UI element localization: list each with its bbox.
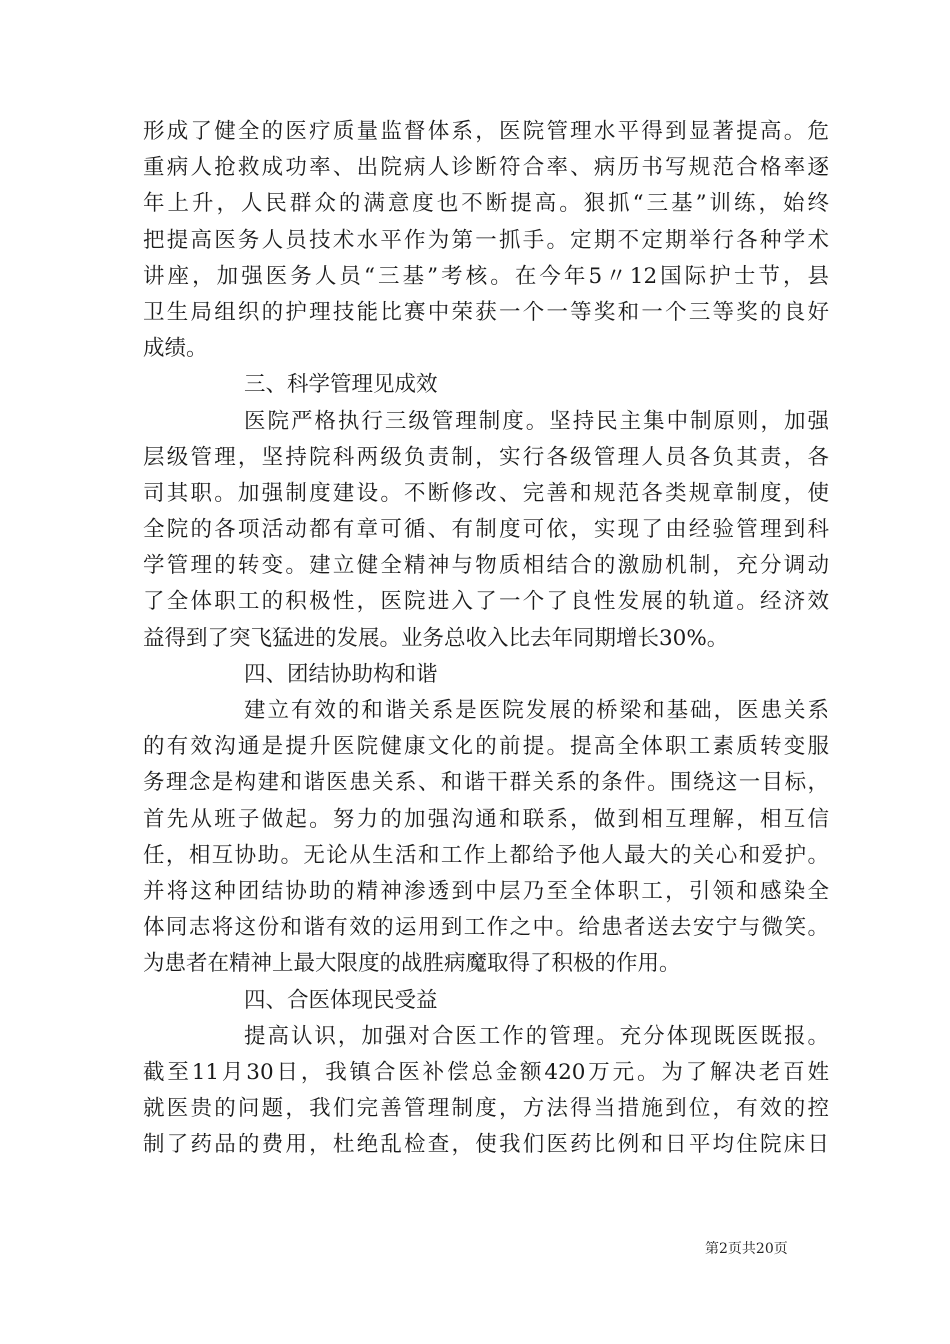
- section-heading: 四、合医体现民受益: [244, 987, 438, 1013]
- text-line: 提高认识，加强对合医工作的管理。充分体现既医既报。: [244, 1023, 829, 1049]
- text-line: 学管理的转变。建立健全精神与物质相结合的激励机制，充分调动: [143, 553, 829, 579]
- paragraph: [143, 1019, 829, 1164]
- document-body: [143, 114, 829, 1163]
- paragraph: [143, 693, 829, 983]
- text-line: 层级管理，坚持院科两级负责制，实行各级管理人员各负其责，各: [143, 444, 829, 470]
- text-line: 把提高医务人员技术水平作为第一抓手。定期不定期举行各种学术: [143, 227, 829, 253]
- text-line: 重病人抢救成功率、出院病人诊断符合率、病历书写规范合格率逐: [143, 155, 829, 181]
- text-line: 制了药品的费用，杜绝乱检查，使我们医药比例和日平均住院床日: [143, 1132, 829, 1158]
- text-line: 益得到了突飞猛进的发展。业务总收入比去年同期增长30%。: [143, 625, 729, 651]
- text-line: 司其职。加强制度建设。不断修改、完善和规范各类规章制度，使: [143, 480, 829, 506]
- text-line: 就医贵的问题，我们完善管理制度，方法得当措施到位，有效的控: [143, 1096, 829, 1122]
- text-line: 并将这种团结协助的精神渗透到中层乃至全体职工，引领和感染全: [143, 878, 829, 904]
- section-heading: 三、科学管理见成效: [244, 372, 438, 398]
- text-line: 建立有效的和谐关系是医院发展的桥梁和基础，医患关系: [244, 698, 829, 723]
- text-line: 年上升，人民群众的满意度也不断提高。狠抓“三基”训练，始终: [143, 191, 829, 217]
- paragraph: [143, 114, 829, 367]
- text-line: 截至11月30日，我镇合医补偿总金额420万元。为了解决老百姓: [143, 1059, 829, 1085]
- text-line: 体同志将这份和谐有效的运用到工作之中。给患者送去安宁与微笑。: [143, 915, 829, 941]
- page-number: 第2页共20页: [705, 1241, 788, 1257]
- section-heading: 四、团结协助构和谐: [244, 661, 438, 687]
- text-line: 医院严格执行三级管理制度。坚持民主集中制原则，加强: [244, 408, 829, 434]
- text-line: 全院的各项活动都有章可循、有制度可依，实现了由经验管理到科: [143, 517, 829, 543]
- text-line: 首先从班子做起。努力的加强沟通和联系，做到相互理解，相互信: [143, 806, 829, 832]
- text-line: 卫生局组织的护理技能比赛中荣获一个一等奖和一个三等奖的良好: [143, 299, 829, 325]
- paragraph: [143, 404, 829, 657]
- text-line: 形成了健全的医疗质量监督体系，医院管理水平得到显著提高。危: [143, 119, 829, 144]
- text-line: 讲座，加强医务人员“三基”考核。在今年5〃12国际护士节，县: [143, 263, 829, 289]
- text-line: 成绩。: [143, 336, 208, 362]
- text-line: 为患者在精神上最大限度的战胜病魔取得了积极的作用。: [143, 951, 681, 977]
- text-line: 的有效沟通是提升医院健康文化的前提。提高全体职工素质转变服: [143, 734, 829, 760]
- text-line: 任，相互协助。无论从生活和工作上都给予他人最大的关心和爱护。: [143, 842, 829, 868]
- text-line: 了全体职工的积极性，医院进入了一个了良性发展的轨道。经济效: [143, 589, 829, 615]
- text-line: 务理念是构建和谐医患关系、和谐干群关系的条件。围绕这一目标，: [143, 770, 829, 796]
